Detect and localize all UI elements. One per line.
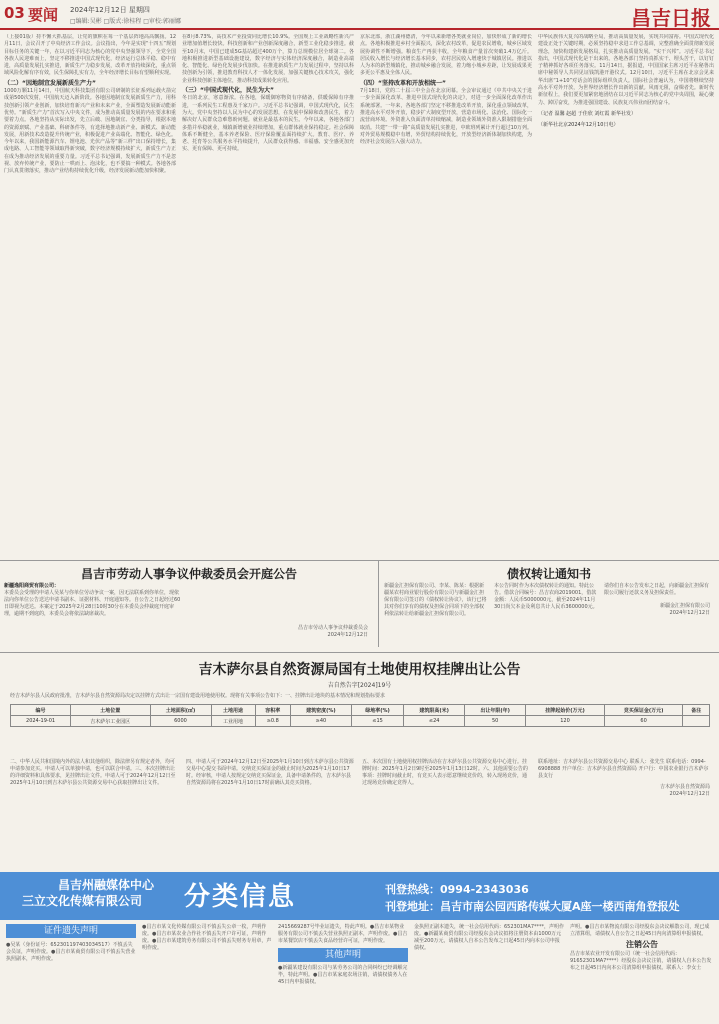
article-paragraph: 在8月8.73%，高技术产业投资同比增长10.9%。全国规上工业战略性新兴产业增加值增长较快。科技创新和产业创新深度融合，新型工业化稳步推进。截至10月末，中国已建成5G基站超过400万个，算力总规模位居全球第二。各地积极推进新型基础设施建设，数字经济与实体经济深度融合，制造业高端化、智能化、绿色化发展步伐加快。在推进新质生产力发展过程中，坚持以科技创新为引领，推进教育科技人才一体化发展，加强关键核心技术攻关，强化企业科技创新主体地位，推动科技成果转化应用。 [182,34,354,84]
debt-notice-col-1: 新疆金汇担保有限公司、李某、陈某：根据新疆某农村商业银行股份有限公司与新疆金汇担保有限公司签订的《债权转让协议》，该行已将其对你们享有的债权及担保合同项下的全部权利依法转让给新疆金汇担保有限公司。 [384,583,487,617]
table-row [11,716,710,727]
classified-col-5 [570,924,714,972]
article-subhead: （四）“坚持改革和开放相统一” [360,79,446,87]
article-source: （新华社北京2024年12月10日电） [538,122,619,129]
editor-credits: □编辑:吴彬 □版式:徐桂程 □审校:郭丽娜 [70,18,181,25]
page-header [0,0,719,30]
cancellation-notice-header: 注销公告 [626,940,658,949]
table-header: 绿地率(%) [351,705,403,716]
classified-text: 昌吉市某农业开发有限公司（统一社会信用代码：91652301MA7****）经股东会决议注销，请债权人自本公告发布之日起45日内向本公司清算组申报债权。联系人：李女士 [570,951,712,971]
article-paragraph: 冬日的北京，寒意渐浓。在各地，保暖御寒物资有序储备，供暖保障有序推进，一系列民生工程惠及千家万户。习近平总书记强调，中国式现代化，民生为大。党中央坚持以人民为中心的发展思想，在发展中保障和改善民生，着力解决好人民群众急难愁盼问题。就业是最基本的民生。今年以来，各地各部门多措并举稳就业，城镇新增就业持续增加，重点群体就业保持稳定。社会保障体系不断健全，基本养老保险、医疗保险覆盖面持续扩大。教育、医疗、养老、托育等公共服务水平持续提升，人民群众获得感、幸福感、安全感更加充实、更有保障、更可持续。 [182,95,354,153]
land-notice-date: 2024年12月12日 [669,791,710,797]
classified-text: ●新疆某建设有限公司与某劳务公司的合同纠纷已经调解完毕，特此声明。●昌吉市某家庭农场注销，请债权债务人在45日内申报债权。 [278,965,408,985]
land-notice-signature: 吉木萨尔县自然资源局 [659,784,710,790]
table-cell: 50 [465,716,526,727]
table-cell: 6000 [150,716,211,727]
land-notice-col-4 [538,759,710,798]
debt-transfer-notice [384,561,714,647]
classifieds-section [0,922,719,1022]
article-column-4 [538,34,714,554]
debt-notice-signature: 新疆金汇担保有限公司 [659,603,710,609]
article-byline: （记者 温馨 赵超 于佳欣 刘红霞 新华社发） [538,110,636,117]
labor-notice-signature: 昌吉市劳动人事争议仲裁委员会 [297,625,368,631]
table-header: 编号 [11,705,71,716]
ad-org-name-1: 昌吉州融媒体中心 [58,878,155,892]
notice-band [0,560,719,646]
other-notices-header: 其他声明 [278,948,408,962]
table-cell: ≥40 [290,716,351,727]
main-article [0,34,719,554]
article-paragraph: （上接01版）持不懈大抓基层，让党的旗帜在每一个基层阵地高高飘扬。12月11日，会议召开了中央经济工作会议。会议指出，今年是实现“十四五”规划目标任务的关键一年，在以习近平同志为核心的党中央坚强领导下，全党全国各族人民迎难而上，坚定不移推进中国式现代化，经济运行总体平稳、稳中有进，高质量发展扎实推进，新质生产力稳步发展，改革开放持续深化，重点领域风险化解有序有效，民生保障扎实有力，全年经济增长目标有望顺利实现。 [4,34,176,77]
table-header: 容积率 [255,705,290,716]
ad-headline: 分类信息 [184,882,297,912]
newspaper-logo: 昌吉日报 [631,6,711,30]
table-cell: 60 [604,716,683,727]
article-paragraph: 京东北部，浙江湖州德清，今年以来新增各类就业岗位，加快形成了新的增长点。各地积极推进乡村全面振兴，深化农村改革，促进农民增收，城乡区域发展协调性不断增强。粮食生产再获丰收，全年粮食产量首次突破1.4万亿斤。居民收入增长与经济增长基本同步，农村居民收入增速快于城镇居民。推进以人为本的新型城镇化，推动城乡融合发展，着力缩小城乡差距，让发展成果更多更公平惠及全体人民。 [360,34,532,77]
land-notice-title: 吉木萨尔县自然资源局国有土地使用权挂牌出让公告 [198,662,521,678]
section-title: 要闻 [28,6,59,24]
classified-col-4: 金执照正副本遗失，统一社会信用代码：652301MA7****，声明作废。●新疆某商贸有限公司经股东会决议拟将注册资本由1000万元减至200万元，请债权人自本公告发布之日起45日内向本公司申报债权。 [414,924,565,951]
labor-notice-footer [190,625,368,639]
labor-arbitration-notice [4,561,374,647]
table-cell [683,716,710,727]
land-notice-number: 吉自然告字[2024]19号 [327,682,392,689]
debt-notice-col-2: 本公告同时作为本次债权转让的通知。特此公告。借款合同编号：昌吉农商2019001，借款金额：人民币5000000元，截至2024年11月30日尚欠本金及利息共计人民币3600000元。 [494,583,598,610]
labor-notice-date: 2024年12月12日 [327,632,368,638]
article-column-3 [360,34,532,554]
table-header: 土地面积(㎡) [150,705,211,716]
debt-notice-title: 债权转让通知书 [506,567,591,581]
table-cell: 120 [526,716,605,727]
article-column-2 [182,34,354,554]
table-header: 竞买保证金(万元) [604,705,683,716]
land-notice-intro: 经吉木萨尔县人民政府批准，吉木萨尔县自然资源局决定以挂牌方式出让一宗国有建设用地使用权。现将有关事项公告如下：一、挂牌出让地块的基本情况和规划指标要求 [10,693,386,699]
table-header: 建筑密度(%) [290,705,351,716]
table-header-row [11,705,710,716]
land-notice-col-2: 四、申请人可于2024年12月12日至2025年1月10日到吉木萨尔县公共资源交易中心提交书面申请。交纳竞买保证金的截止时间为2025年1月10日17时。经审核，申请人按规定交纳竞买保证金，具备申请条件的，吉木萨尔县自然资源局将在2025年1月10日17时前确认其竞买资格。 [186,759,354,786]
ad-phone: 刊登热线：0994-2343036 [385,883,529,896]
ad-address: 刊登地址：昌吉市南公园西路传媒大厦A座一楼西南角登报处 [385,900,680,913]
labor-notice-title: 昌吉市劳动人事争议仲裁委员会开庭公告 [80,567,297,581]
classified-col-2: ●昌吉市某文化传媒有限公司不慎丢失公章一枚，声明作废。●昌吉市某农业合作社不慎丢失开户许可证，声明作废。●昌吉市某建筑劳务有限公司不慎丢失财务专用章，声明作废。 [142,924,272,951]
article-paragraph: 中华民族伟大复兴的战略全局，推动高质量发展，实现共同富裕。中国式现代化建设正处于关键时期，必须坚持稳中求进工作总基调，完整准确全面贯彻新发展理念，加快构建新发展格局，扎实推动高质量发展。“实干兴邦”。习近平总书记指出，中国式现代化是干出来的。各地各部门坚持真抓实干、埋头苦干，以钉钉子精神抓好各项任务落实。11月14日，据报道，中国国家主席习近平在秘鲁出席中秘领导人共同见证钱凯港开港仪式。12月10日，习近平主席在北京会见来华出席“1+10”对话会的国际组织负责人。国际社会普遍认为，中国将继续坚持高水平对外开放，为世界经济增长作出新的贡献。风雨无阻，奋楫者先。新时代新征程上，我们要更加紧密地团结在以习近平同志为核心的党中央周围，凝心聚力、踔厉奋发，为推进强国建设、民族复兴伟业而团结奋斗。 [538,34,714,106]
lost-certificates-header: 证件遗失声明 [6,924,136,938]
table-header: 备注 [683,705,710,716]
debt-notice-col-3 [604,583,710,617]
land-notice-contact: 联系地址：吉木萨尔县公共资源交易中心 联系人：张先生 联系电话：0994-6908888 开户单位：吉木萨尔县自然资源局 开户行：中国农业银行吉木萨尔县支行 [538,759,709,779]
classified-text: 声明。●昌吉市某物流有限公司经股东会决议解散公司，现已成立清算组，请债权人自公告之日起45日内向清算组申报债权。 [570,924,710,937]
table-header: 建筑限高(米) [404,705,465,716]
land-notice-col-1: 二、中华人民共和国境内外的法人和其他组织，除法律另有规定者外，均可申请参加竞买。申请人可以单独申请，也可以联合申请。三、本次挂牌出让的详细资料和具体要求，见挂牌出让文件。申请人可于2024年12月12日至2025年1月10日到吉木萨尔县公共资源交易中心获取挂牌出让文件。 [10,759,176,786]
article-paragraph: 7月18日，党的二十届三中全会在北京闭幕。全会审议通过《中共中央关于进一步全面深化改革、推进中国式现代化的决定》，对进一步全面深化改革作出系统部署。一年来，各地各部门坚定不移推进改革开放，深化重点领域改革，推进高水平对外开放，稳步扩大制度型开放，营造市场化、法治化、国际化一流营商环境。外资准入负面清单持续缩减，制造业领域外资准入限制措施全面取消。共建“一带一路”高质量发展扎实推进，中欧班列累计开行超过10万列。对外贸易规模稳中有增，外贸结构持续优化，开放型经济新体制加快构建，为经济社会发展注入强大动力。 [360,88,532,146]
table-header: 挂牌起始价(万元) [526,705,605,716]
page-number: 03 [4,4,25,22]
labor-notice-addressee: 新疆逸阳商贸有限公司： [4,583,60,589]
debt-notice-date: 2024年12月12日 [669,610,710,616]
issue-date: 2024年12月12日 星期四 [70,6,150,14]
notice-divider [378,561,379,647]
table-cell: 工业用地 [211,716,255,727]
table-cell: ≤24 [404,716,465,727]
table-header: 出让年限(年) [465,705,526,716]
labor-notice-text: 本委员会受理的申请人吴某与你单位劳动争议一案，因无法联系到你单位，现依法向你单位公告送达申请书副本、证据材料、开庭通知等。自公告之日起经过60日即视为送达。本案定于2025年2月28日10时30分在本委员会仲裁庭开庭审理，逾期不到庭的，本委员会将依法缺席裁决。 [4,590,181,617]
table-cell: ≤15 [351,716,403,727]
land-auction-notice [0,652,719,866]
article-column-1 [4,34,176,554]
ad-org-name-2: 三立文化传媒有限公司 [22,894,143,908]
article-subhead: （三）“中国式现代化，民生为大” [182,87,274,95]
table-cell: 吉木萨尔工业园区 [71,716,150,727]
table-cell: ≥0.8 [255,716,290,727]
debt-notice-text: 请你们自本公告发布之日起，向新疆金汇担保有限公司履行还款义务及担保责任。 [604,583,710,596]
land-notice-col-3: 五、本次国有土地使用权挂牌活动在吉木萨尔县公共资源交易中心进行。挂牌时间：2025年1月2日9时至2025年1月13日12时。六、其他需要公告的事项：挂牌时间截止时，有竞买人表示愿意继续竞价的，转入现场竞价，通过现场竞价确定竞得人。 [362,759,528,786]
classified-text: 2415669287号毕业证遗失，特此声明。●昌吉市某物业服务有限公司不慎丢失营业执照正副本，声明作废。●昌吉市某餐饮店不慎丢失食品经营许可证，声明作废。 [278,924,408,944]
land-parcel-table [10,704,710,727]
article-subhead: （二）“因地制宜发展新质生产力” [4,79,96,87]
classified-col-1: ●吴某（身份证号：652301197403034517）不慎丢失会员证，声明作废。●昌吉市某商贸有限公司不慎丢失营业执照副本，声明作废。 [6,942,136,962]
table-header: 土地位置 [71,705,150,716]
labor-notice-body-left [4,583,182,618]
classified-col-3 [278,924,408,986]
article-paragraph: 1000万颗11月14日，中国航天科技集团有限公司研制的长征系列运载火箭完成第500次发射，中国航天迈入新阶段。各地因地制宜发展新质生产力，用科技创新引领产业创新，加快培育新兴产业和未来产业，全面塑造发展新动能新优势。“新质生产力”首次写入中央文件，成为推动高质量发展的内在要求和重要着力点。各地坚持从实际出发，先立后破、因地制宜、分类指导，根据本地的资源禀赋、产业基础、科研条件等，有选择地推动新产业、新模式、新动能发展，用新技术改造提升传统产业，积极促进产业高端化、智能化、绿色化。今年以来，我国新能源汽车、锂电池、光伏产品等“新三样”出口保持增长，集成电路、人工智能等领域取得新突破，数字经济规模持续扩大，新质生产力正在成为推动经济发展的重要力量。习近平总书记强调，发展新质生产力不是忽视、放弃传统产业，要防止一哄而上、泡沫化，也不要搞一种模式。各地各部门认真贯彻落实，推动产业结构持续优化升级，经济发展新动能加快积聚。 [4,88,176,175]
table-cell: 2024-19-01 [11,716,71,727]
table-header: 土地用途 [211,705,255,716]
